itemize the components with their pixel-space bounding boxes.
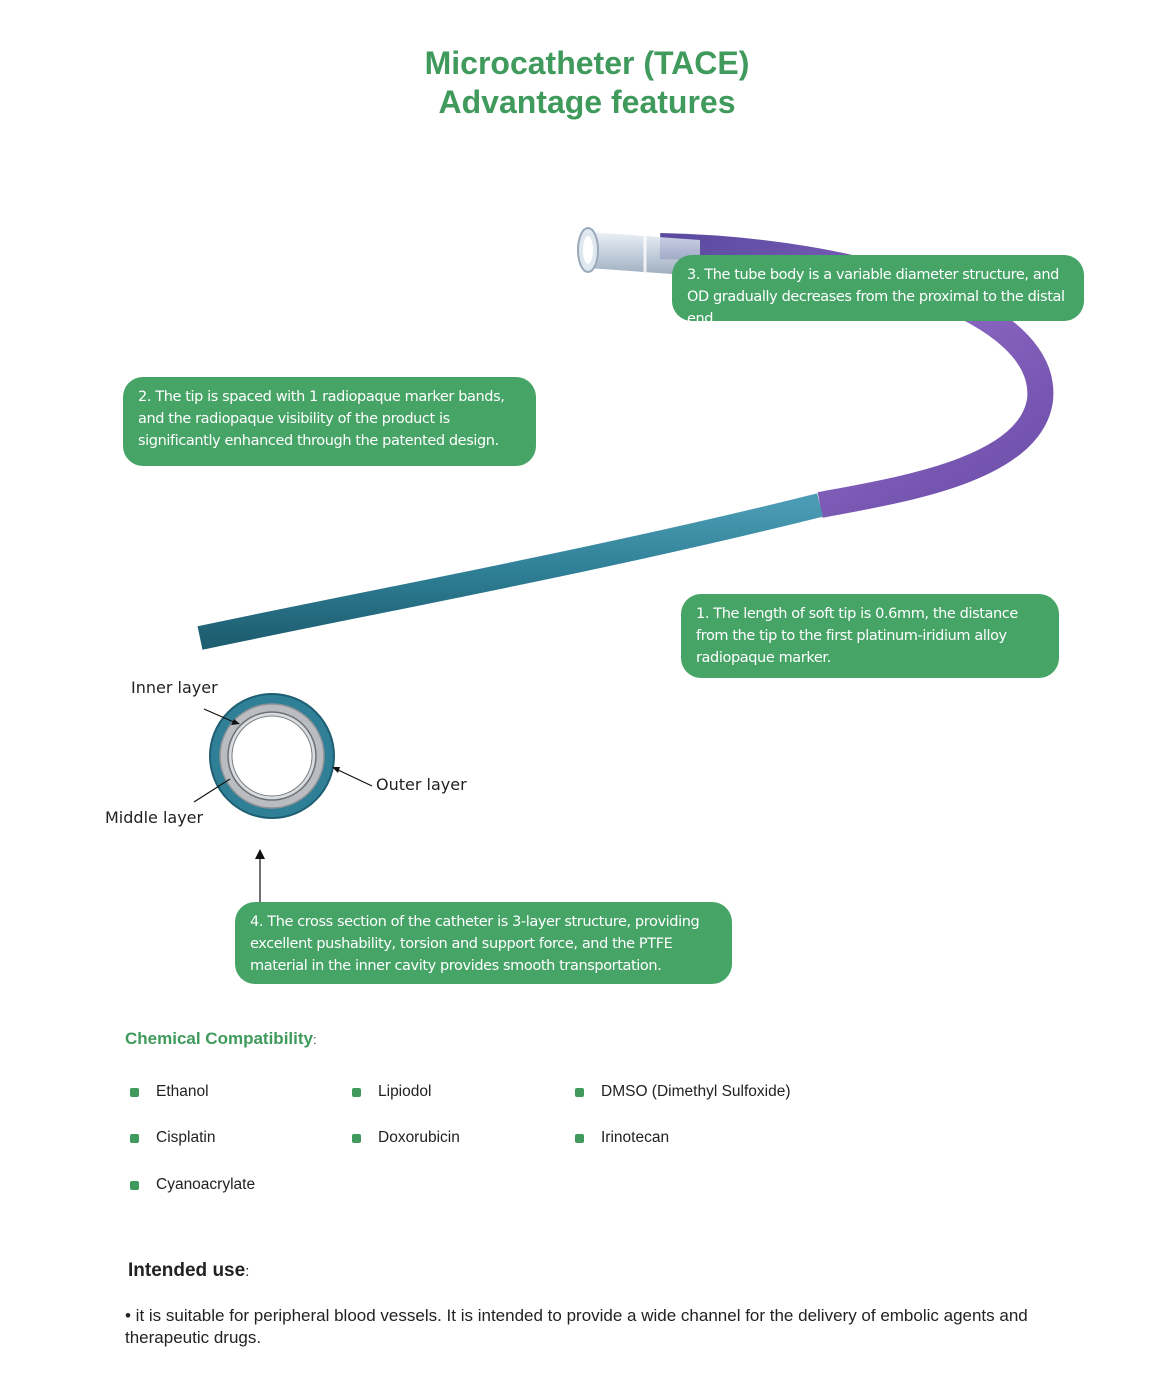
chem-item-ethanol bbox=[156, 1083, 209, 1101]
inner-layer-label: Inner layer bbox=[131, 678, 218, 697]
intended-use-heading bbox=[128, 1260, 249, 1282]
bullet-icon bbox=[352, 1134, 361, 1143]
intended-use-colon: : bbox=[245, 1263, 250, 1280]
intended-use-text: • it is suitable for peripheral blood vessels. It is intended to provide a wide channel for the delivery of embolic agents and therapeutic drugs. bbox=[125, 1306, 1028, 1347]
outer-layer-leader bbox=[336, 769, 372, 786]
chem-item-label: Lipiodol bbox=[378, 1083, 432, 1100]
callout-soft-tip: 1. The length of soft tip is 0.6mm, the distance from the tip to the first platinum-iridium alloy radiopaque marker. bbox=[681, 594, 1059, 678]
chem-item-cyanoacrylate bbox=[156, 1176, 255, 1194]
chem-item-irinotecan bbox=[601, 1129, 669, 1147]
middle-layer-label: Middle layer bbox=[105, 808, 204, 827]
cross-section-diagram bbox=[210, 694, 334, 818]
chem-item-cisplatin bbox=[156, 1129, 215, 1147]
chem-item-label: Cisplatin bbox=[156, 1129, 216, 1146]
chem-item-dmso bbox=[601, 1083, 791, 1101]
chemical-colon: : bbox=[312, 1032, 317, 1047]
callout-radiopaque-marker: 2. The tip is spaced with 1 radiopaque marker bands, and the radiopaque visibility of the product is significantly enhanced through the patented design. bbox=[123, 377, 536, 466]
chem-item-label: DMSO (Dimethyl Sulfoxide) bbox=[601, 1083, 791, 1100]
chem-item-lipiodol bbox=[378, 1083, 431, 1101]
chem-item-label: Ethanol bbox=[156, 1083, 209, 1100]
chem-item-label: Cyanoacrylate bbox=[156, 1176, 256, 1193]
title-line-1: Microcatheter (TACE) bbox=[424, 45, 750, 81]
bullet-icon bbox=[352, 1088, 361, 1097]
bullet-icon bbox=[575, 1134, 584, 1143]
bullet-icon bbox=[130, 1134, 139, 1143]
chemical-compatibility-heading bbox=[125, 1029, 317, 1049]
bullet-icon bbox=[130, 1181, 139, 1190]
chem-item-label: Irinotecan bbox=[601, 1129, 670, 1146]
title-line-2: Advantage features bbox=[438, 84, 736, 120]
chemical-compatibility-title: Chemical Compatibility bbox=[125, 1029, 313, 1048]
chem-item-label: Doxorubicin bbox=[378, 1129, 460, 1146]
outer-layer-label: Outer layer bbox=[376, 775, 467, 794]
callout-cross-section: 4. The cross section of the catheter is 3-layer structure, providing excellent pushability, torsion and support force, and the PTFE material in the inner cavity provides smooth transportation. bbox=[235, 902, 732, 984]
bullet-icon bbox=[575, 1088, 584, 1097]
callout-variable-diameter: 3. The tube body is a variable diameter structure, and OD gradually decreases from the proximal to the distal end. bbox=[672, 255, 1084, 321]
bullet-icon bbox=[130, 1088, 139, 1097]
intended-use-title: Intended use bbox=[128, 1260, 246, 1281]
chem-item-doxorubicin bbox=[378, 1129, 460, 1147]
